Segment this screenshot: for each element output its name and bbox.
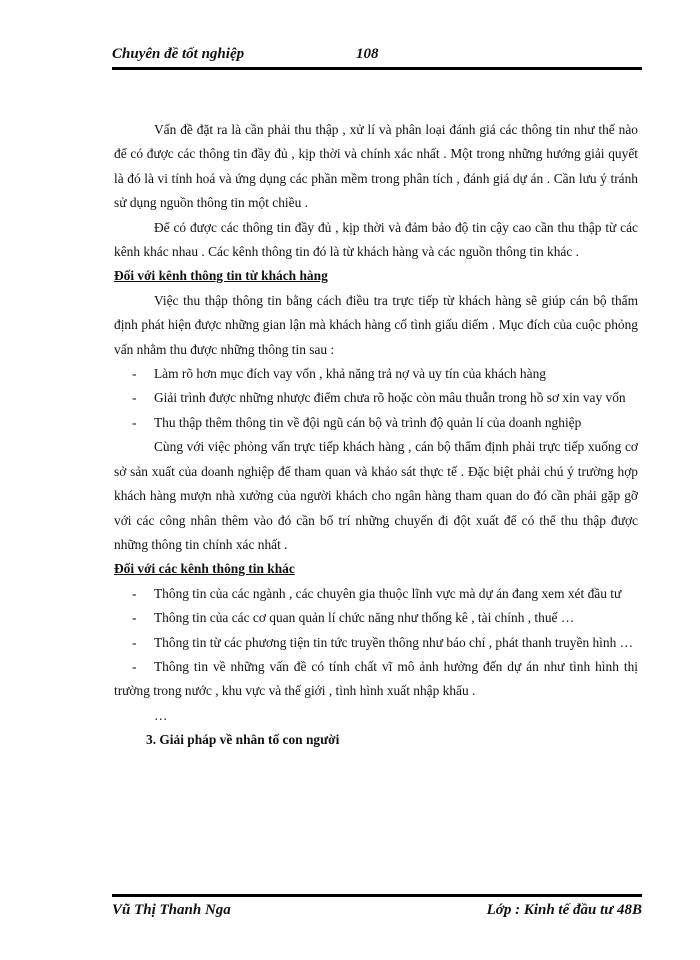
footer-class: Lớp : Kinh tế đầu tư 48B: [486, 902, 642, 918]
list-item-text: Làm rõ hơn mục đích vay vốn , khả năng trả nợ và uy tín của khách hàng: [154, 366, 546, 382]
dash-marker: -: [132, 414, 137, 430]
list-item: [114, 655, 638, 704]
footer-author: Vũ Thị Thanh Nga: [112, 902, 231, 918]
list-item: [114, 582, 638, 606]
list-item-text: Thông tin của các cơ quan quản lí chức năng như thống kê , tài chính , thuế …: [154, 610, 575, 626]
footer-rule: [112, 894, 642, 897]
list-item: [114, 386, 638, 410]
header-title: Chuyên đề tốt nghiệp: [112, 46, 245, 62]
list-item: [114, 411, 638, 435]
subsection-heading: 3. Giải pháp về nhân tố con người: [146, 732, 340, 748]
paragraph: Để có được các thông tin đầy đủ , kịp thời và đảm bảo độ tin cậy cao cần thu thập từ các kênh khác nhau . Các kênh thông tin đó là từ khách hàng và các nguồn thông tin khác .: [114, 219, 638, 260]
dash-marker: -: [132, 634, 137, 650]
list-item-text: Thông tin về những vấn đề có tính chất vĩ mô ảnh hưởng đến dự án như tình hình thị trường trong nước , khu vực và thế giới , tình hình xuất nhập khẩu .: [114, 658, 638, 699]
list-item-text: Thông tin của các ngành , các chuyên gia thuộc lĩnh vực mà dự án đang xem xét đầu tư: [154, 585, 622, 601]
dash-marker: -: [132, 658, 137, 674]
ellipsis-line: …: [154, 707, 168, 723]
section-heading: Đối với các kênh thông tin khác: [114, 561, 295, 577]
list-item: [114, 362, 638, 386]
page-header: [112, 44, 642, 66]
dash-marker: -: [132, 390, 137, 406]
header-rule: [112, 67, 642, 70]
list-item: [114, 631, 638, 655]
dash-marker: -: [132, 610, 137, 626]
page-footer: [112, 898, 642, 920]
page-number: 108: [356, 46, 379, 62]
dash-marker: -: [132, 585, 137, 601]
section-heading: Đối với kênh thông tin từ khách hàng: [114, 268, 328, 284]
list-item: [114, 606, 638, 630]
paragraph: Vấn đề đặt ra là cần phải thu thập , xử lí và phân loại đánh giá các thông tin như thế nào để có được các thông tin đầy đủ , kịp thời và chính xác nhất . Một trong những hướng giải quyết là đó là vi tính hoá và ứng dụng các phần mềm trong phân tích , đánh giá dự án . Cần lưu ý tránh sử dụng nguồn thông tin một chiều .: [114, 122, 638, 211]
paragraph: Việc thu thập thông tin bằng cách điều tra trực tiếp từ khách hàng sẽ giúp cán bộ thẩm định phát hiện được những gian lận mà khách hàng cố tình giấu diếm . Mục đích của cuộc phỏng vấn nhằm thu được những thông tin sau :: [114, 292, 638, 357]
list-item-text: Thông tin từ các phương tiện tin tức truyền thông như báo chí , phát thanh truyền hình …: [154, 634, 634, 650]
list-item-text: Thu thập thêm thông tin về đội ngũ cán bộ và trình độ quản lí của doanh nghiệp: [154, 414, 582, 430]
list-item-text: Giải trình được những nhược điểm chưa rõ hoặc còn mâu thuẫn trong hồ sơ xin vay vốn: [154, 390, 626, 406]
page-body: [114, 118, 638, 753]
dash-marker: -: [132, 366, 137, 382]
paragraph: Cùng với việc phỏng vấn trực tiếp khách hàng , cán bộ thẩm định phải trực tiếp xuống cơ sở sản xuất của doanh nghiệp để tham quan và khảo sát thực tế . Đặc biệt phải chú ý trường hợp khách hàng mượn nhà xưởng của người khách cho ngân hàng tham quan do đó cần phải gặp gỡ với các công nhân thêm vào đó cần bố trí những chuyến đi đột xuất để có thể thu thập được những thông tin chính xác nhất .: [114, 439, 638, 552]
